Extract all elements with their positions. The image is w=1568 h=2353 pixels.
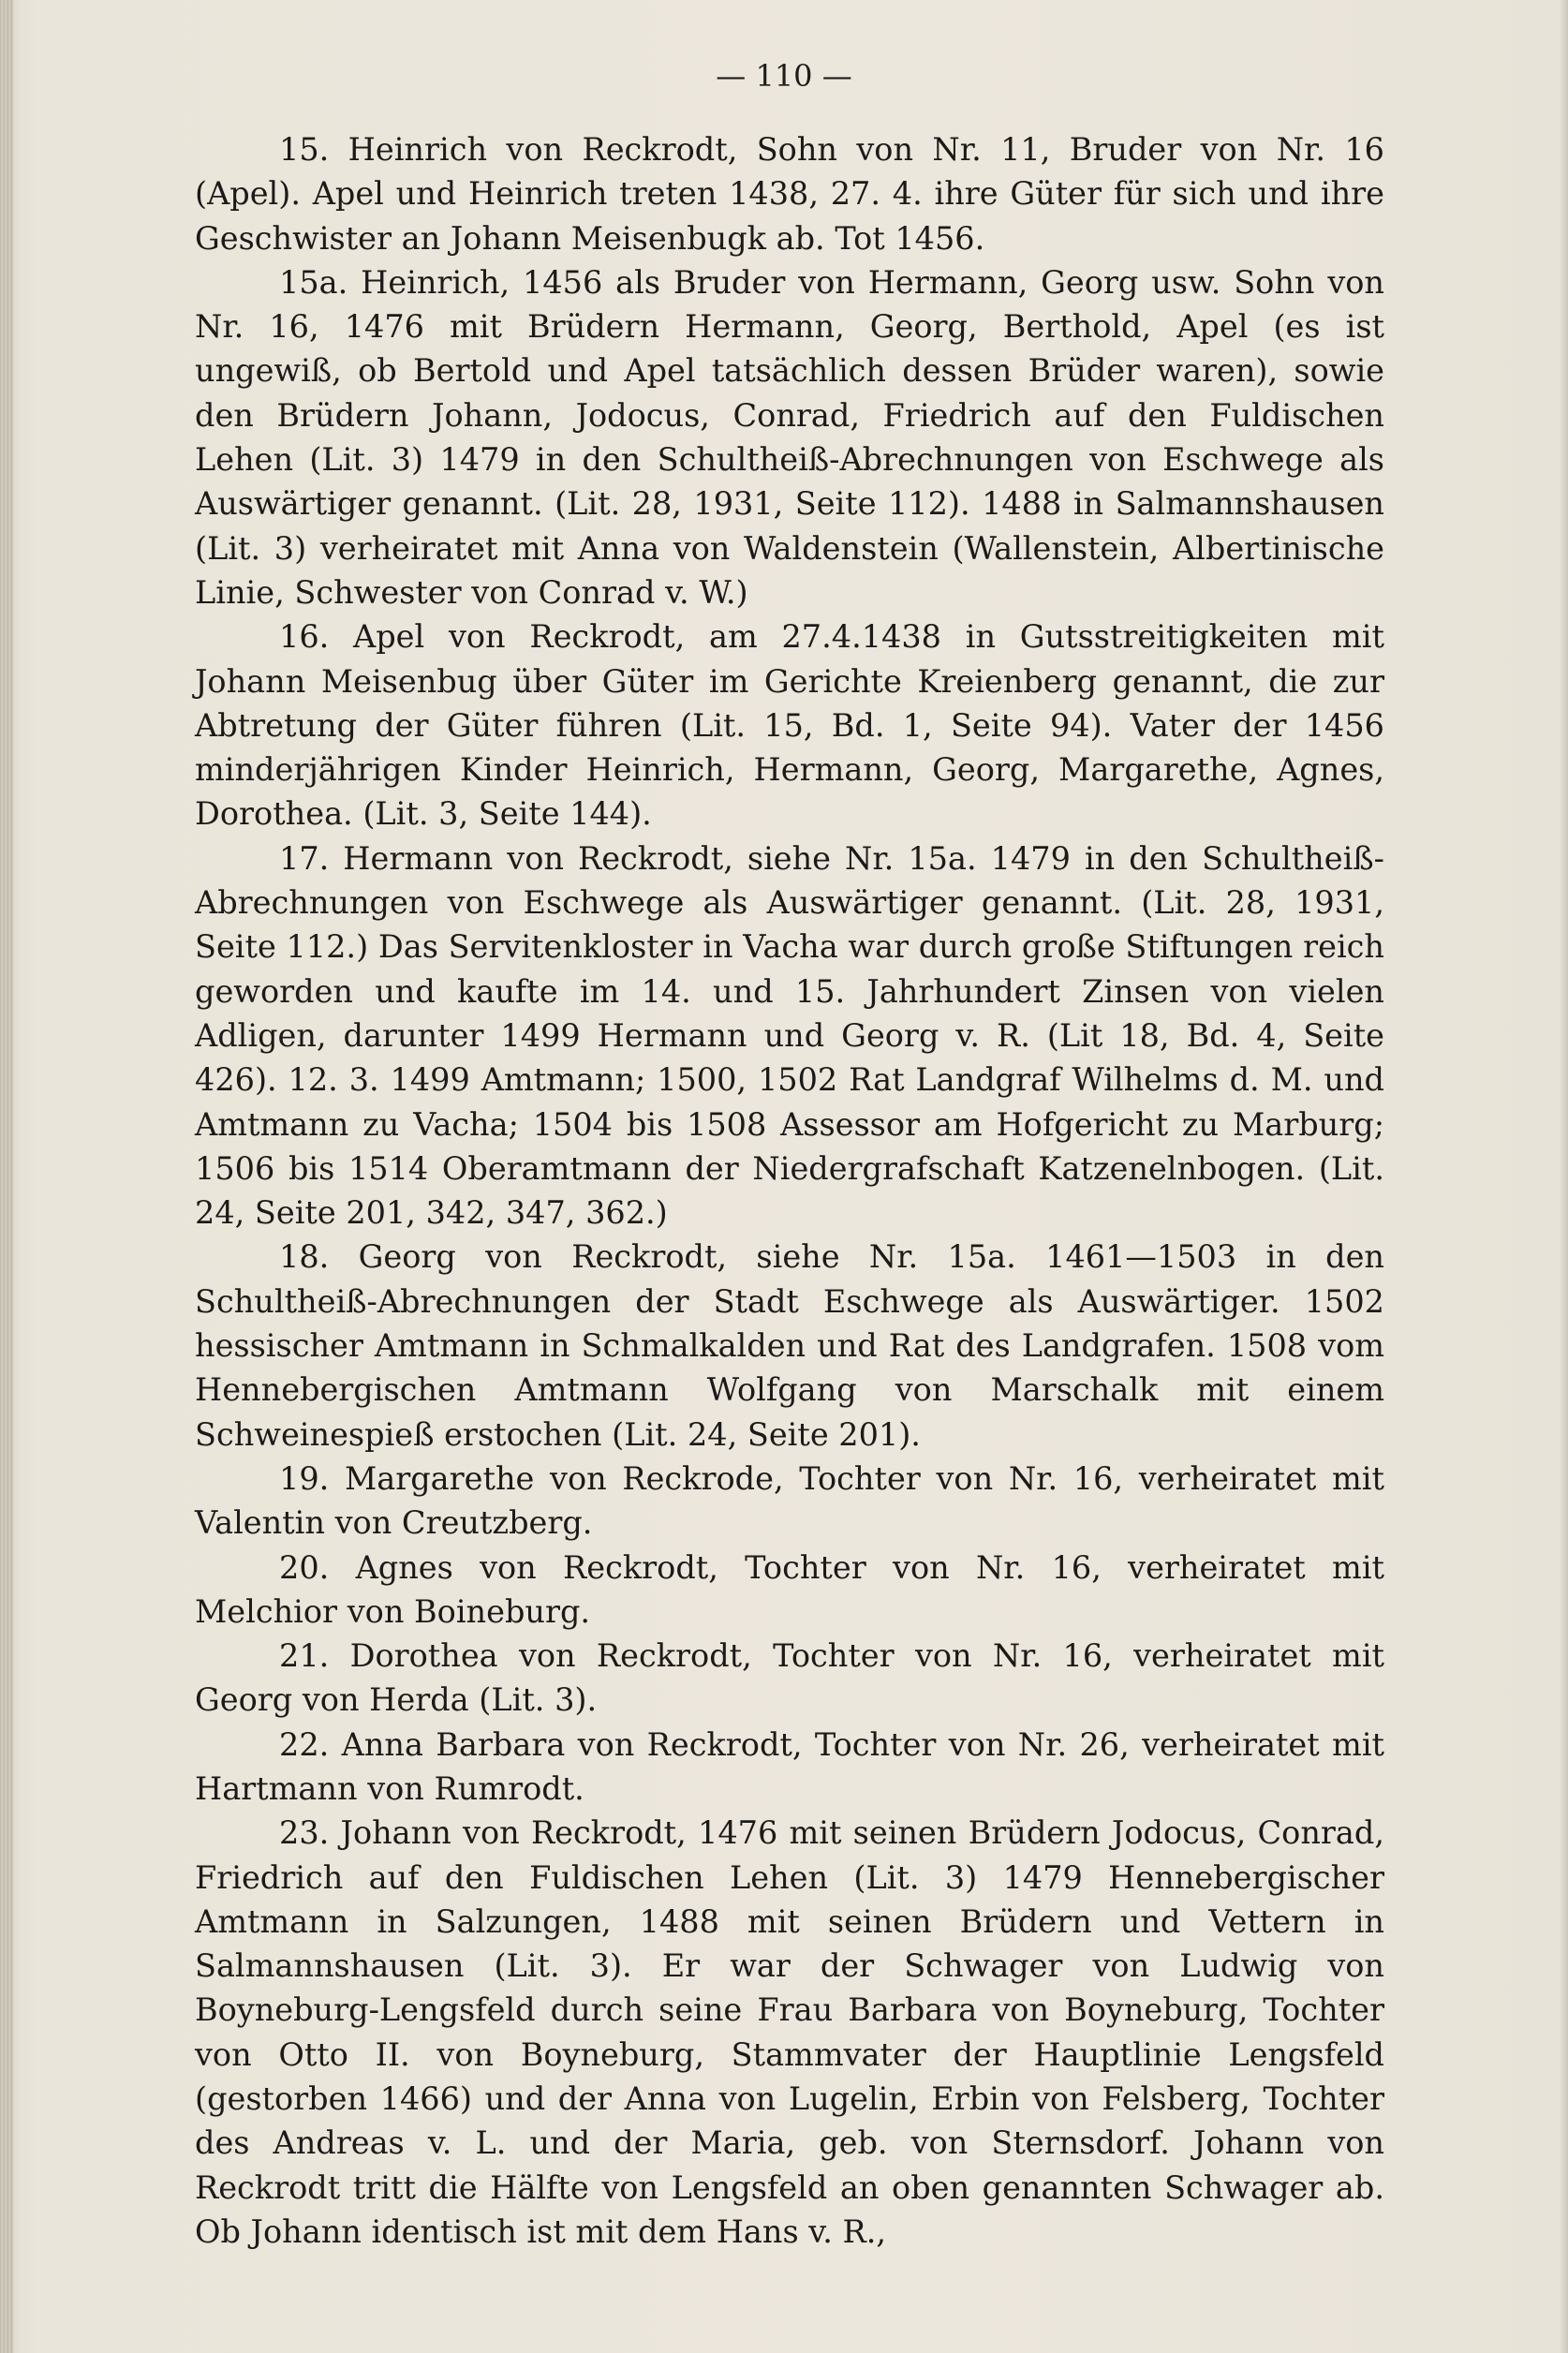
body-text: [195, 127, 1384, 2254]
entry-19: 19. Margarethe von Reckrode, Tochter von Nr. 16, verheiratet mit Valentin von Creutzberg.: [195, 1459, 1384, 1542]
entry-15: 15. Heinrich von Reckrodt, Sohn von Nr. 11, Bruder von Nr. 16 (Apel). Apel und Heinrich treten 1438, 27. 4. ihre Güter für sich und ihre Geschwister an Johann Meisenbugk ab. Tot 1456.: [195, 131, 1384, 257]
entry-18: 18. Georg von Reckrodt, siehe Nr. 15a. 1461—1503 in den Schultheiß-Abrechnungen der Stadt Eschwege als Auswärtiger. 1502 hessischer Amtmann in Schmalkalden und Rat des Landgrafen. 1508 vom Hennebergischen Amtmann Wolfgang von Marschalk mit einem Schweinespieß erstochen (Lit. 24, Seite 201).: [195, 1238, 1384, 1453]
entry-17: 17. Hermann von Reckrodt, siehe Nr. 15a. 1479 in den Schultheiß-Abrechnungen von Eschwege als Auswärtiger genannt. (Lit. 28, 1931, Seite 112.) Das Servitenkloster in Vacha war durch große Stiftungen reich geworden und kaufte im 14. und 15. Jahrhundert Zinsen von vielen Adligen, darunter 1499 Hermann und Georg v. R. (Lit 18, Bd. 4, Seite 426). 12. 3. 1499 Amtmann; 1500, 1502 Rat Landgraf Wilhelms d. M. und Amtmann zu Vacha; 1504 bis 1508 Assessor am Hofgericht zu Marburg; 1506 bis 1514 Oberamtmann der Niedergrafschaft Katzenelnbogen. (Lit. 24, Seite 201, 342, 347, 362.): [195, 839, 1384, 1232]
entry-22: 22. Anna Barbara von Reckrodt, Tochter von Nr. 26, verheiratet mit Hartmann von Rumrodt.: [195, 1725, 1384, 1807]
entry-15a: 15a. Heinrich, 1456 als Bruder von Hermann, Georg usw. Sohn von Nr. 16, 1476 mit Brüdern Hermann, Georg, Berthold, Apel (es ist ungewiß, ob Bertold und Apel tatsächlich dessen Brüder waren), sowie den Brüdern Johann, Jodocus, Conrad, Friedrich auf den Fuldischen Lehen (Lit. 3) 1479 in den Schultheiß-Abrechnungen von Eschwege als Auswärtiger genannt. (Lit. 28, 1931, Seite 112). 1488 in Salmannshausen (Lit. 3) verheiratet mit Anna von Waldenstein (Wallenstein, Albertinische Linie, Schwester von Conrad v. W.): [195, 263, 1384, 611]
entry-23: 23. Johann von Reckrodt, 1476 mit seinen Brüdern Jodocus, Conrad, Friedrich auf den Fuldischen Lehen (Lit. 3) 1479 Hennebergischer Amtmann in Salzungen, 1488 mit seinen Brüdern und Vettern in Salmannshausen (Lit. 3). Er war der Schwager von Ludwig von Boyneburg-Lengsfeld durch seine Frau Barbara von Boyneburg, Tochter von Otto II. von Boyneburg, Stammvater der Hauptlinie Lengsfeld (gestorben 1466) und der Anna von Lugelin, Erbin von Felsberg, Tochter des Andreas v. L. und der Maria, geb. von Sternsdorf. Johann von Reckrodt tritt die Hälfte von Lengsfeld an oben genannten Schwager ab. Ob Johann identisch ist mit dem Hans v. R.,: [195, 1814, 1384, 2250]
page-number: — 110 —: [716, 58, 852, 94]
page-gutter-edge: [0, 0, 13, 2353]
entry-16: 16. Apel von Reckrodt, am 27.4.1438 in Gutsstreitigkeiten mit Johann Meisenbug über Güter im Gerichte Kreienberg genannt, die zur Abtretung der Güter führen (Lit. 15, Bd. 1, Seite 94). Vater der 1456 minderjährigen Kinder Heinrich, Hermann, Georg, Margarethe, Agnes, Dorothea. (Lit. 3, Seite 144).: [195, 618, 1384, 833]
entry-20: 20. Agnes von Reckrodt, Tochter von Nr. 16, verheiratet mit Melchior von Boineburg.: [195, 1548, 1384, 1630]
entry-21: 21. Dorothea von Reckrodt, Tochter von Nr. 16, verheiratet mit Georg von Herda (Lit. 3).: [195, 1637, 1384, 1719]
page-right-edge: [1561, 0, 1568, 2353]
